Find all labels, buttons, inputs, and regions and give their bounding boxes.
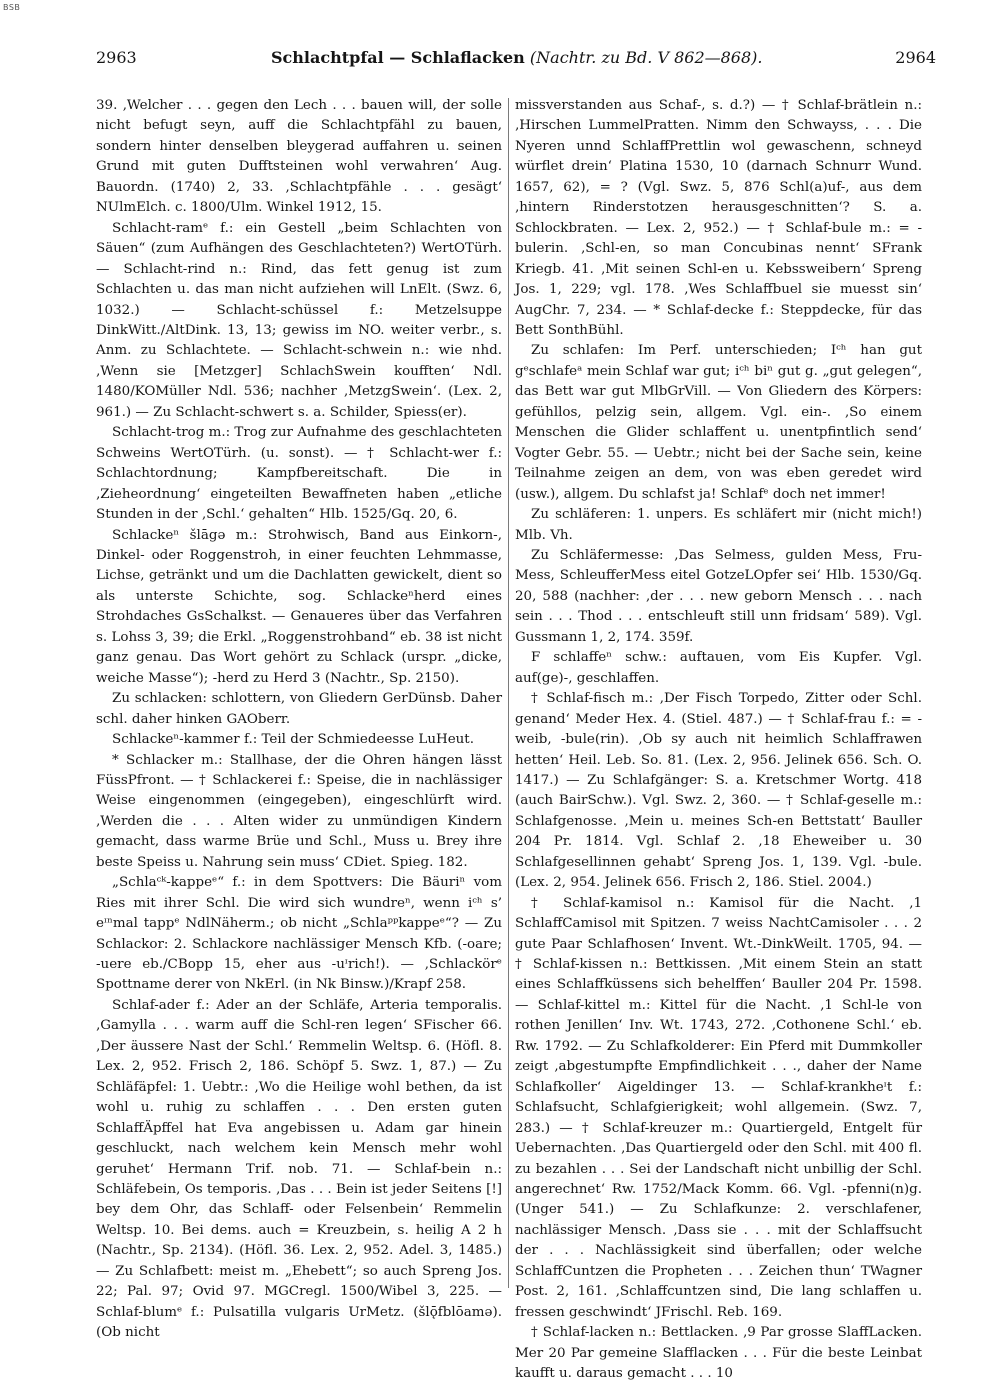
page-header — [96, 48, 936, 74]
left-paragraph-1: 39. ‚Welcher . . . gegen den Lech . . . bauen will, der solle nicht befugt seyn, auff die Schlachtpfähl zu bauen, sondern hinter denselben bleygerad auffahren u. seinen Grund mit guten Dufftsteinen wohl verwahren‘ Aug. Bauordn. (1740) 2, 33. ‚Schlachtpfähle . . . gesägt‘ NUlmElch. c. 1800/Ulm. Winkel 1912, 15. — [96, 98, 502, 216]
right-paragraph-6: † Schlaf-fisch m.: ‚Der Fisch Torpedo, Zitter oder Schl. genand‘ Meder Hex. 4. (Stiel. 487.) — † Schlaf-frau f.: = -weib, -bule(rin). ‚Ob sy auch nit heimlich Schlaffrawen hetten‘ Heil. Leb. So. 81. (Lex. 2, 956. Jelinek 656. Sch. O. 1417.) — Zu Schlafgänger: S. a. Kretschmer Wortg. 418 (auch BairSchw.). Vgl. Swz. 2, 360. — † Schlaf-geselle m.: Schlafgenosse. ‚Mein u. meines Sch-en Bettstatt‘ Bauller 204 Pr. 1814. Vgl. Schlaf 2. ‚18 Eheweiber u. 30 Schlafgesellinnen gehabt‘ Spreng Jos. 1, 139. Vgl. -bule. (Lex. 2, 954. Jelinek 656. Frisch 2, 186. Stiel. 2004.) — [515, 691, 922, 891]
left-paragraph-5: Zu schlacken: schlottern, von Gliedern GerDünsb. Daher schl. daher hinken GAOberr. — [96, 691, 502, 727]
library-stamp: BSB — [3, 3, 21, 12]
left-paragraph-9: Schlaf-ader f.: Ader an der Schläfe, Arteria temporalis. ‚Gamylla . . . warm auff die Schl-ren legen‘ SFischer 66. ‚Der äussere Nast der Schl.‘ Remmelin Weltsp. 6. (Höfl. 8. Lex. 2, 952. Frisch 2, 186. Schöpf 5. Swz. 1, 87.) — Zu Schläfäpfel: 1. Uebtr.: ‚Wo die Heilige wohl bethen, da ist wohl u. ruhig zu schlaffen . . . Den ersten guten SchlaffÄpffel hat Eva angebissen u. Adam gar hinein geschluckt, nach welchem kein Mensch mehr wohl geruhet‘ Hermann Trif. nob. 71. — Schlaf-bein n.: Schläfebein, Os temporis. ‚Das . . . Bein ist jeder Seitens [!] bey dem Ohr, das Schlaff- oder Felsenbein‘ Remmelin Weltsp. 10. Bei dems. auch = Kreuzbein, s. heilig A 2 h (Nachtr., Sp. 2134). (Höfl. 36. Lex. 2, 952. Adel. 3, 1485.) — Zu Schlafbett: meist m. „Ehebett“; so auch Spreng Jos. 22; Pal. 97; Ovid 97. MGCregl. 1500/Wibel 3, 225. — Schlaf-blumᵉ f.: Pulsatilla vulgaris UrMetz. (šlǭfblōamə). (Ob nicht — [96, 997, 502, 1341]
left-paragraph-8: „Schlaᶜᵏ-kappeᵉ“ f.: in dem Spottvers: Die Bäuriⁿ vom Ries mit ihrer Schl. Die wird sich wundreⁿ, wenn iᶜʰ s’ eᶦⁿmal tappᵉ NdlNäherm.; ob nicht „Schlaᵖᵖkappeᵉ“? — Zu Schlackor: 2. Schlackore nachlässiger Mensch Kfb. (-oare; -uere eb./CBopp 15, eher aus -uᶦrich!). — ‚Schlackörᵉ Spottname derer von NkErl. (in Nk Binsw.)/Krapf 258. — [96, 875, 502, 993]
right-paragraph-7: † Schlaf-kamisol n.: Kamisol für die Nacht. ‚1 SchlaffCamisol mit Spitzen. 7 weiss NachtCamisoler . . . 2 gute Paar Schlafhosen‘ Invent. Wt.-DinkWeilt. 1705, 94. — † Schlaf-kissen n.: Bettkissen. ‚Mit einem Stein an statt eines Schlaffküssens sich behelffen‘ Bauller 204 Pr. 1598. — Schlaf-kittel m.: Kittel für die Nacht. ‚1 Schl-le von rothen Jenillen‘ Inv. Wt. 1743, 272. ‚Cothonene Schl.‘ eb. Rw. 1792. — Zu Schlafkolderer: Ein Pferd mit Dummkoller zeigt ‚abgestumpfte Empfindlichkeit . . ., daher der Name Schlafkoller‘ Aigeldinger 13. — Schlaf-krankheᶦt f.: Schlafsucht, Schlafgierigkeit; wohl allgemein. (Swz. 7, 283.) — † Schlaf-kreuzer m.: Quartiergeld, Entgelt für Uebernachten. ‚Das Quartiergeld oder den Schl. mit 400 fl. zu bezahlen . . . Sei der Landschaft nicht unbillig der Schl. angerechnet‘ Rw. 1752/Mack Komm. 66. Vgl. -pfenni(n)g. (Unger 541.) — Zu Schlafkunze: 2. verschlafener, nachlässiger Mensch. ‚Dass sie . . . mit der Schlaffsucht der . . . Nachlässigkeit sind überfallen; oder welche SchlaffCuntzen die Propheten . . . Zeichen thun‘ TWagner Post. 2, 161. ‚Schlaffcuntzen sind, Die lang schlaffen u. fressen geschwindt‘ JFrischl. Reb. 169. — [515, 895, 922, 1320]
left-paragraph-3: Schlacht-trog m.: Trog zur Aufnahme des geschlachteten Schweins WertOTürh. (u. sonst). — † Schlacht-wer f.: Schlachtordnung; Kampfbereitschaft. Die in ‚Zieheordnung‘ eingeteilten Bewaffneten haben „etliche Stunden in der ‚Schl.‘ gehalten“ Hlb. 1525/Gq. 20, 6. — [96, 425, 503, 523]
left-paragraph-6: Schlackeⁿ-kammer f.: Teil der Schmiedeesse LuHeut. — [112, 732, 474, 748]
right-paragraph-8: † Schlaf-lacken n.: Bettlacken. ‚9 Par grosse SlaffLacken. Mer 20 Par gemeine Slafflacken . . . Für die beste Leinbat kaufft u. daraus gemacht . . . 10 — [515, 1325, 922, 1382]
right-paragraph-5: F schlaffeⁿ schw.: auftauen, vom Eis Kupfer. Vgl. auf(ge)-, geschlaffen. — [515, 650, 922, 686]
running-headword: Schlachtpfal — Schlaflacken — [271, 48, 525, 67]
left-column — [96, 96, 503, 1341]
left-paragraph-2: Schlacht-ramᵉ f.: ein Gestell „beim Schlachten von Säuen“ (zum Aufhängen des Geschlachteten?) WertOTürh. — Schlacht-rind n.: Rind, das fett genug ist zum Schlachten u. das man nicht aufziehen will LnElt. (Swz. 6, 1032.) — Schlacht-schüssel f.: Metzelsuppe DinkWitt./AltDink. 13, 13; gewiss im NO. weiter verbr., s. Anm. zu Schlachtete. — Schlacht-schwein n.: wie nhd. ‚Wenn sie [Metzger] SchlachSwein koufften‘ Ndl. 1480/KOMüller Ndl. 536; nachher ‚MetzgSwein‘. (Lex. 2, 961.) — Zu Schlacht-schwert s. a. Schilder, Spiess(er). — [96, 220, 502, 420]
right-paragraph-3: Zu schläferen: 1. unpers. Es schläfert mir (nicht mich!) Mlb. Vh. — [515, 507, 922, 543]
running-title — [271, 48, 762, 67]
right-paragraph-2: Zu schlafen: Im Perf. unterschieden; Iᶜʰ han gut gᵉschlafeᵃ mein Schlaf war gut; iᶜʰ biⁿ gut g. „gut gelegen“, das Bett war gut MlbGrVill. — Von Gliedern des Körpers: gefühllos, pelzig sein, allgem. Vgl. ein-. ‚So einem Menschen die Glider schlaffent u. unentpfintlich send‘ Vogter Gebr. 55. — Uebtr.; nicht bei der Sache sein, keine Teilnahme zeigen an dem, von was eben geredet wird (usw.), allgem. Du schlafst ja! Schlafᵉ doch net immer! — [515, 343, 922, 502]
column-divider — [508, 98, 509, 1288]
right-column — [515, 96, 922, 1382]
page-number-right: 2964 — [895, 48, 936, 67]
left-paragraph-7: * Schlacker m.: Stallhase, der die Ohren hängen lässt FüssPfront. — † Schlackerei f.: Speise, die in nachlässiger Weise eingenommen (eingegeben), eingeschlürft wird. ‚Werden die . . . Alten wider zu unmündigen Kindern gemacht, dass warme Brüe und Schl., Muss u. Brey ihre beste Speiss u. Nahrung sein muss‘ CDiet. Spieg. 182. — [96, 752, 502, 870]
page-number-left: 2963 — [96, 48, 137, 67]
right-paragraph-4: Zu Schläfermesse: ‚Das Selmess, gulden Mess, Fru-Mess, SchleufferMess eitel GotzeLOpfer sei‘ Hlb. 1530/Gq. 20, 588 (nachher: ‚der . . . new geborn Mensch . . . nach sein . . . Thod . . . entschleuft still unn fridsam‘ 589). Vgl. Gussmann 1, 2, 174. 359f. — [515, 547, 922, 645]
right-paragraph-1: missverstanden aus Schaf-, s. d.?) — † Schlaf-brätlein n.: ‚Hirschen LummelPratten. Nimm den Schwayss, . . . Die Nyeren unnd SchlaffPrettlin wol gewaschenn, schneyd würflet drein‘ Platina 1530, 10 (darnach Schnurr Wund. 1657, 62), = ? (Vgl. Swz. 5, 876 Schl(a)uf-, aus dem ‚hintern Rinderstotzen herausgeschnitten‘? S. a. Schlockbraten. — Lex. 2, 952.) — † Schlaf-bule m.: = -bulerin. ‚Schl-en, so man Concubinas nennt‘ SFrank Kriegb. 41. ‚Mit seinen Schl-en u. Kebssweibern‘ Spreng Jos. 1, 229; vgl. 178. ‚Wes Schlaffbuel sie muesst sin‘ AugChr. 7, 234. — * Schlaf-decke f.: Steppdecke, für das Bett SonthBühl. — [515, 98, 922, 338]
running-note: (Nachtr. zu Bd. V 862—868). — [529, 48, 763, 67]
left-paragraph-4: Schlackeⁿ šlāgə m.: Strohwisch, Band aus Einkorn-, Dinkel- oder Roggenstroh, in einer feuchten Lehmmasse, Lichse, getränkt und um die Dachlatten gewickelt, dient so als unterste Schichte, sog. Schlackeⁿherd eines Strohdaches GsSchalkst. — Genaueres über das Verfahren s. Lohss 3, 39; die Erkl. „Roggenstrohband“ eb. 38 ist nicht ganz genau. Das Wort gehört zu Schlack (urspr. „dicke, weiche Masse“); -herd zu Herd 3 (Nachtr., Sp. 2150). — [96, 527, 502, 686]
